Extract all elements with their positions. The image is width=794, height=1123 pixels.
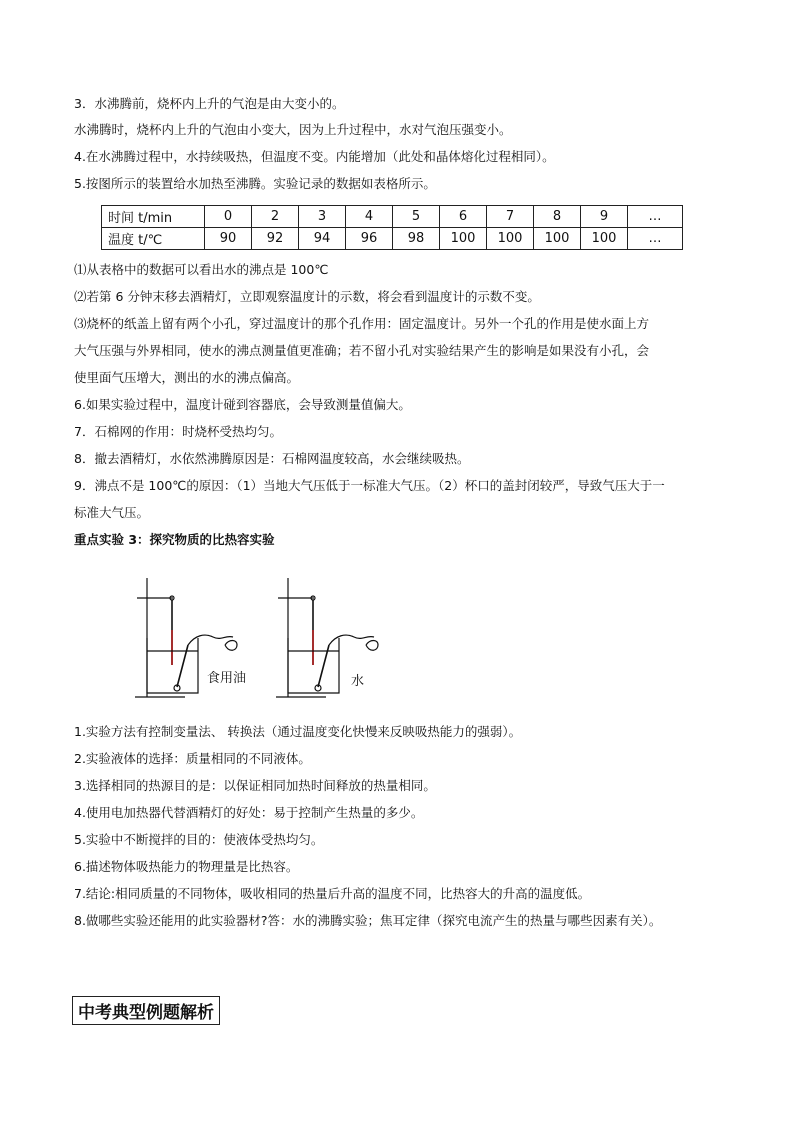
plug (225, 641, 237, 651)
text-line: 8．撤去酒精灯，水依然沸腾原因是：石棉网温度较高，水会继续吸热。 (74, 451, 470, 466)
table-cell: 9 (581, 206, 628, 228)
table-row (102, 228, 683, 250)
text-line: 2.实验液体的选择：质量相同的不同液体。 (74, 751, 311, 766)
text-line: ⑶烧杯的纸盖上留有两个小孔，穿过温度计的那个孔作用：固定温度计。另外一个孔的作用是使水面上方 (74, 316, 650, 331)
text-line: 9．沸点不是 100℃的原因：（1）当地大气压低于一标准大气压。（2）杯口的盖封闭较严，导致气压大于一 (74, 478, 665, 493)
text-line: 标准大气压。 (74, 505, 150, 520)
text-line: 6.描述物体吸热能力的物理量是比热容。 (74, 859, 299, 874)
text-line: 6.如果实验过程中，温度计碰到容器底，会导致测量值偏大。 (74, 397, 411, 412)
text-line: 4.在水沸腾过程中，水持续吸热，但温度不变。内能增加（此处和晶体熔化过程相同）。 (74, 149, 555, 164)
table-cell: … (628, 228, 683, 250)
text-line: 5.按图所示的装置给水加热至沸腾。实验记录的数据如表格所示。 (74, 176, 436, 191)
table-cell: 5 (393, 206, 440, 228)
boxed-section-title: 中考典型例题解析 (72, 996, 220, 1025)
text-line: 8.做哪些实验还能用的此实验器材?答：水的沸腾实验；焦耳定律（探究电流产生的热量与哪些因素有关）。 (74, 913, 662, 928)
table-row (102, 206, 683, 228)
text-line: 5.实验中不断搅拌的目的：使液体受热均匀。 (74, 832, 324, 847)
text-line: 使里面气压增大，测出的水的沸点偏高。 (74, 370, 300, 385)
table-cell: 100 (534, 228, 581, 250)
table-cell: 8 (534, 206, 581, 228)
table-cell: 6 (440, 206, 487, 228)
table-cell: 94 (299, 228, 346, 250)
label-water: 水 (351, 674, 365, 689)
table-cell: 100 (581, 228, 628, 250)
table-cell: 100 (487, 228, 534, 250)
plug (366, 641, 378, 651)
table-header-time: 时间 t/min (102, 206, 205, 228)
table-cell: 2 (252, 206, 299, 228)
text-line: 7.结论:相同质量的不同物体，吸收相同的热量后升高的温度不同，比热容大的升高的温度低。 (74, 886, 591, 901)
text-line: 4.使用电加热器代替酒精灯的好处：易于控制产生热量的多少。 (74, 805, 424, 820)
table-header-temperature: 温度 t/℃ (102, 228, 205, 250)
table-cell: 3 (299, 206, 346, 228)
text-line: ⑵若第 6 分钟末移去酒精灯，立即观察温度计的示数，将会看到温度计的示数不变。 (74, 289, 540, 304)
table-cell: 92 (252, 228, 299, 250)
text-line: ⑴从表格中的数据可以看出水的沸点是 100℃ (74, 262, 329, 277)
text-line: 1.实验方法有控制变量法、 转换法（通过温度变化快慢来反映吸热能力的强弱）。 (74, 724, 522, 739)
table-cell: 4 (346, 206, 393, 228)
text-line: 3．水沸腾前，烧杯内上升的气泡是由大变小的。 (74, 96, 345, 111)
table-cell: … (628, 206, 683, 228)
table-cell: 7 (487, 206, 534, 228)
temperature-time-table (101, 205, 683, 250)
table-cell: 100 (440, 228, 487, 250)
text-line: 7．石棉网的作用：时烧杯受热均匀。 (74, 424, 282, 439)
table-cell: 0 (205, 206, 252, 228)
table-cell: 96 (346, 228, 393, 250)
table-cell: 98 (393, 228, 440, 250)
label-cooking-oil: 食用油 (207, 671, 247, 686)
specific-heat-experiment-figure (125, 575, 405, 705)
text-line: 水沸腾时，烧杯内上升的气泡由小变大，因为上升过程中，水对气泡压强变小。 (74, 122, 512, 137)
text-line: 大气压强与外界相同，使水的沸点测量值更准确；若不留小孔对实验结果产生的影响是如果没有小孔，会 (74, 343, 650, 358)
text-line: 3.选择相同的热源目的是：以保证相同加热时间释放的热量相同。 (74, 778, 436, 793)
section-heading: 重点实验 3：探究物质的比热容实验 (74, 532, 275, 547)
table-cell: 90 (205, 228, 252, 250)
